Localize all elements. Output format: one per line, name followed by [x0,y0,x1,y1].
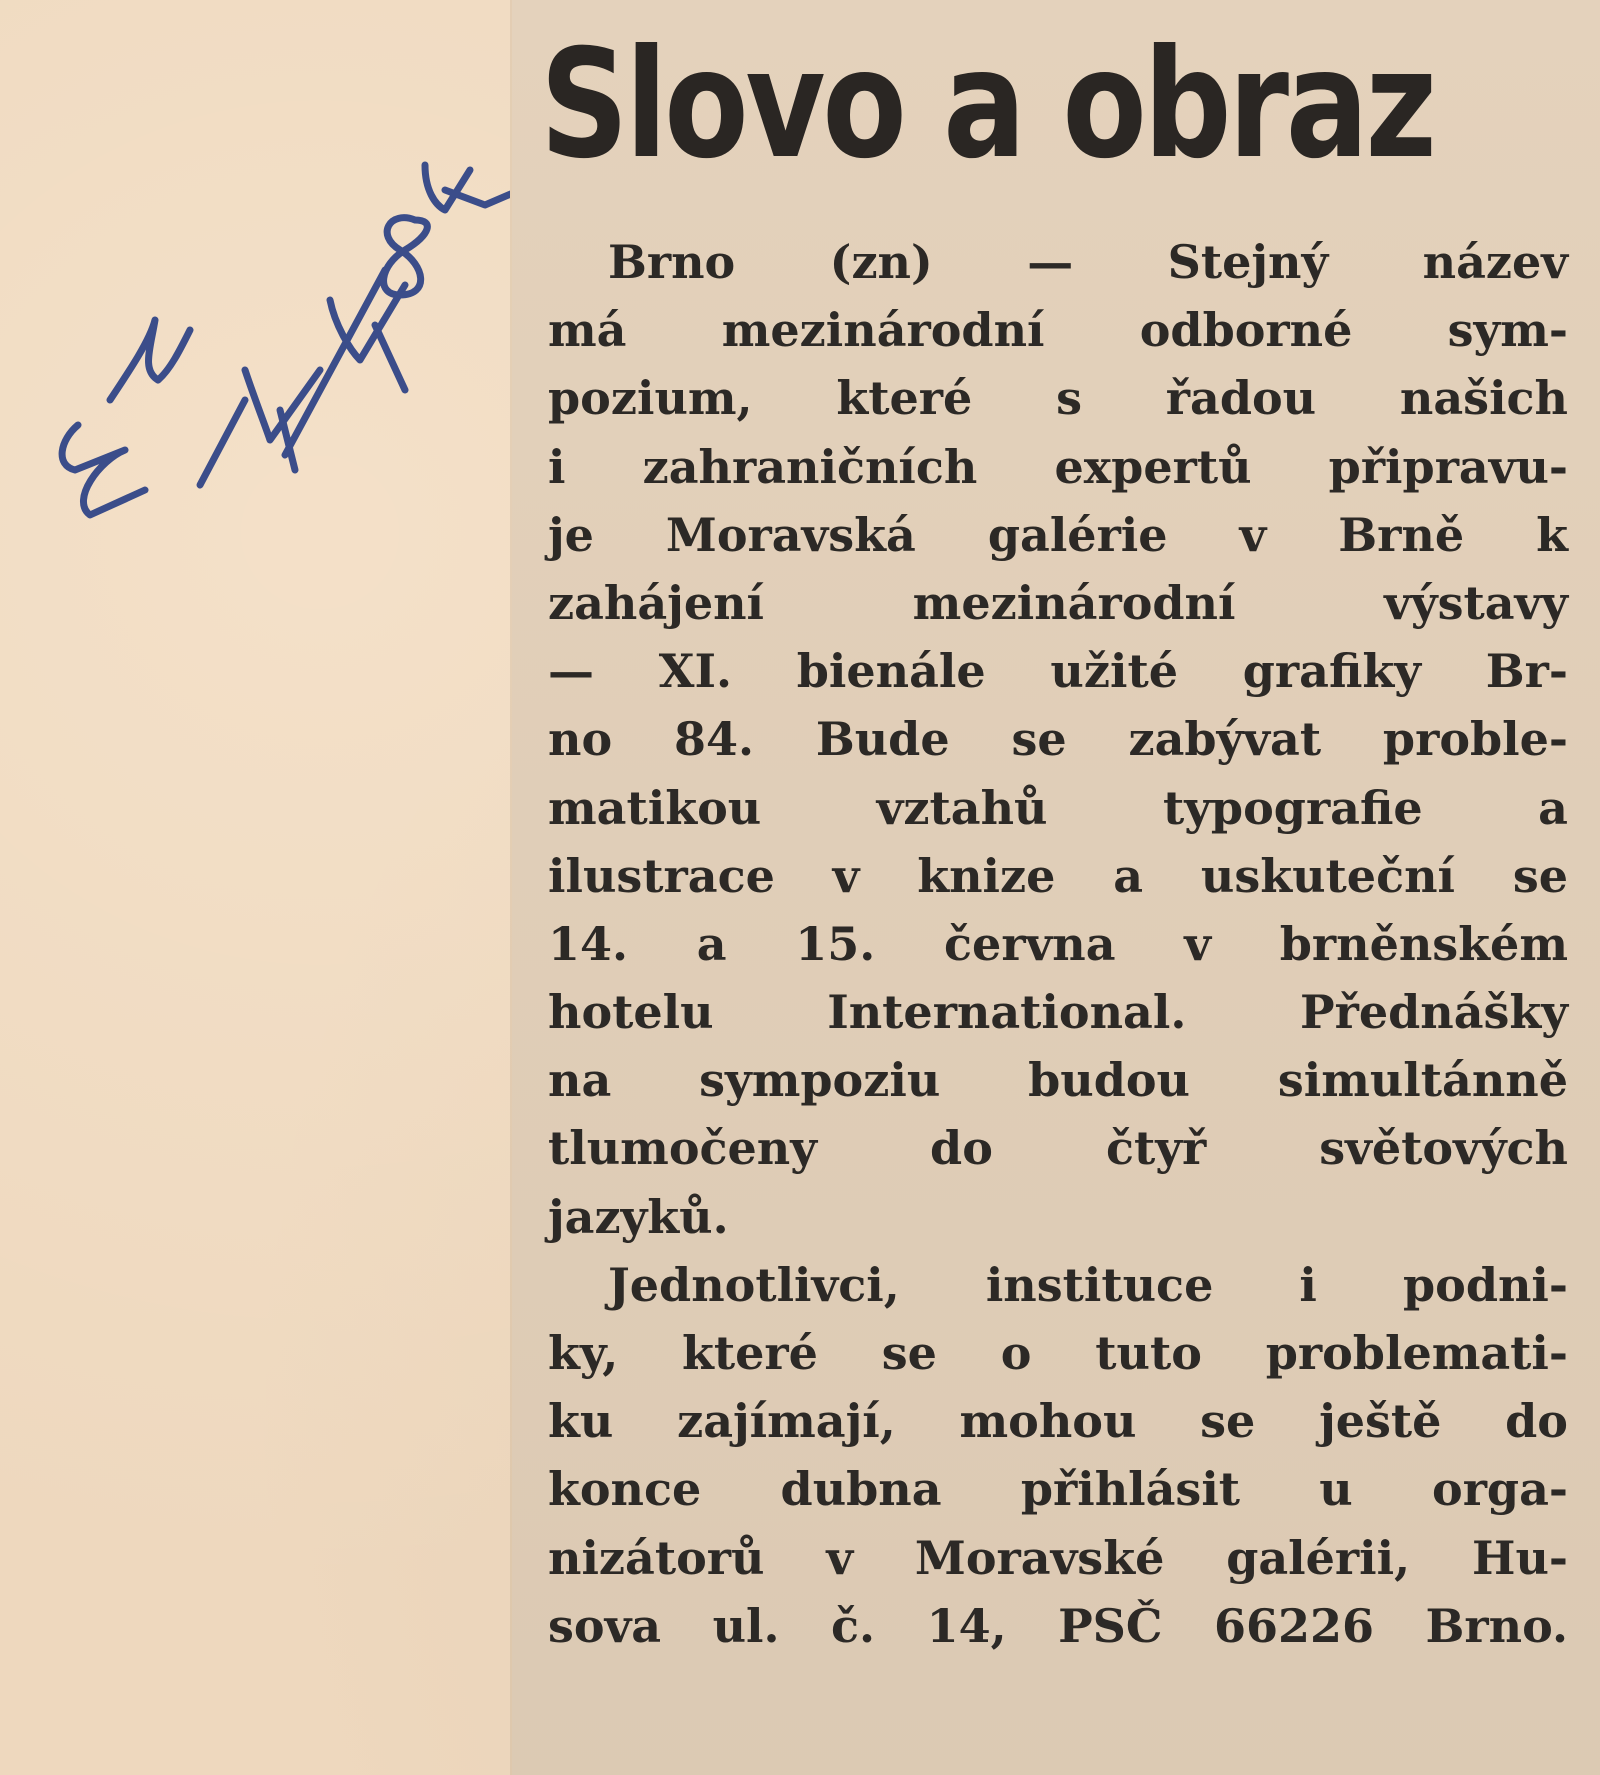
handwritten-annotation [30,70,510,550]
text-line: na sympoziu budou simultánně [548,1053,1568,1108]
text-line: je Moravská galérie v Brně k [548,507,1568,562]
text-line: ku zajímají, mohou se ještě do [548,1394,1568,1449]
text-line: matikou vztahů typografie a [548,780,1568,835]
text-line: tlumočeny do čtyř světových [548,1121,1568,1176]
text-line: má mezinárodní odborné sym- [548,303,1568,358]
text-line: nizátorů v Moravské galérii, Hu- [548,1530,1568,1585]
text-line: konce dubna přihlásit u orga- [548,1462,1568,1517]
text-line: zahájení mezinárodní výstavy [548,575,1568,630]
text-line: — XI. bienále užité grafiky Br- [548,644,1568,699]
text-line: pozium, které s řadou našich [548,371,1568,426]
text-line: ky, které se o tuto problemati- [548,1326,1568,1380]
text-line: no 84. Bude se zabývat proble- [548,712,1568,767]
article-headline: Slovo a obraz [540,18,1434,192]
paragraph-2 [548,1251,1568,1660]
text-line: ilustrace v knize a uskuteční se [548,848,1568,903]
paragraph-1 [548,228,1568,1251]
text-line: Jednotlivci, instituce i podni- [608,1257,1568,1312]
article-body [548,228,1568,1660]
text-line: 14. a 15. června v brněnském [548,916,1568,971]
text-line: i zahraničních expertů připravu- [548,439,1568,494]
text-line: Brno (zn) — Stejný název [608,235,1568,289]
text-line: jazyků. [548,1189,729,1244]
text-line: hotelu International. Přednášky [548,985,1568,1040]
text-line: sova ul. č. 14, PSČ 66226 Brno. [548,1598,1568,1653]
